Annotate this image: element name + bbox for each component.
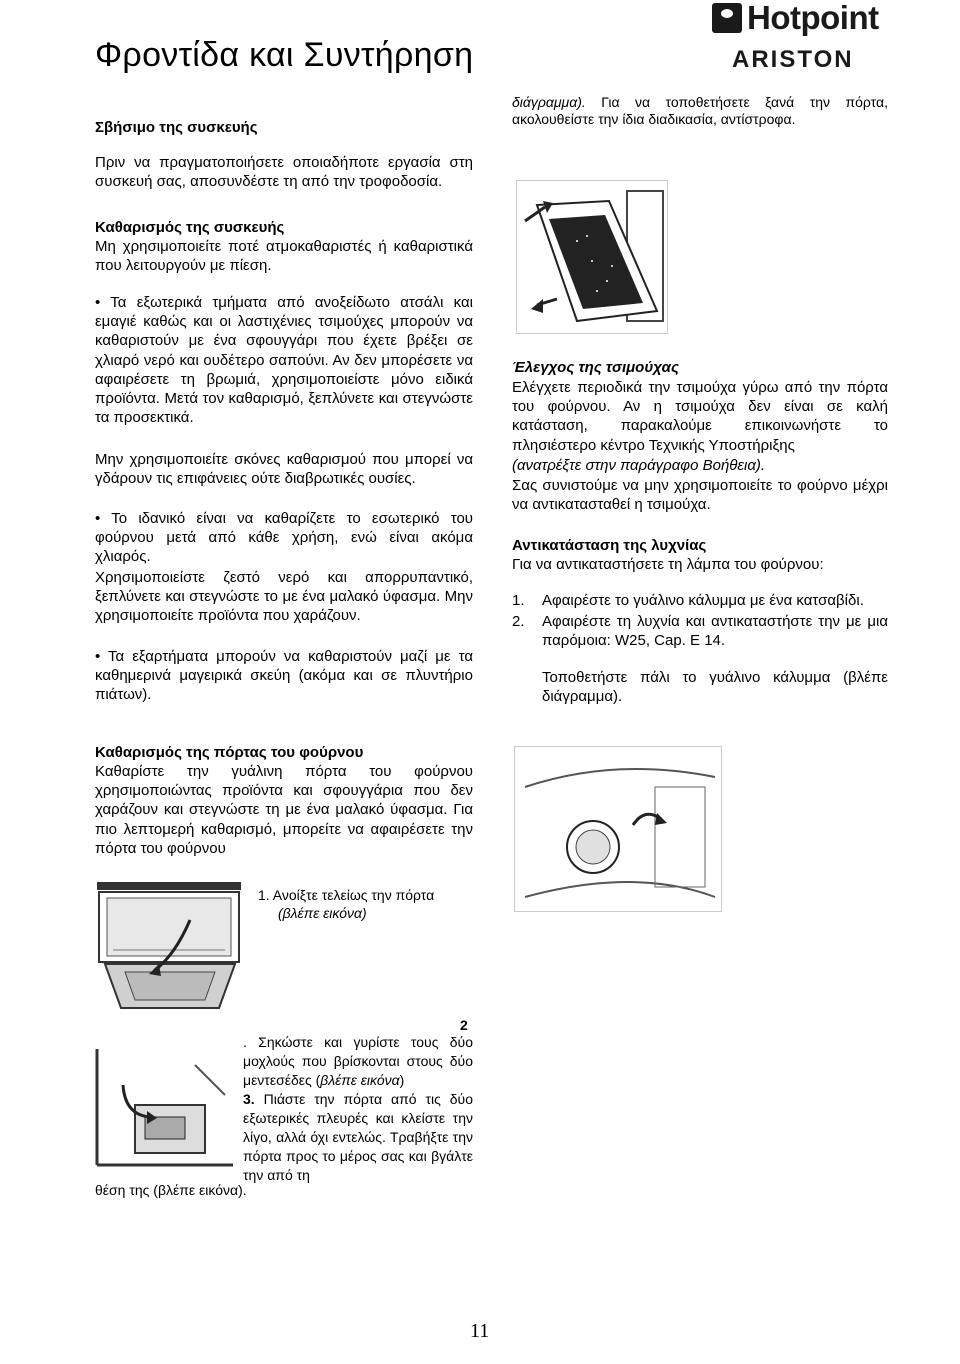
page-title: Φροντίδα και Συντήρηση (95, 36, 474, 74)
lamp-intro: Για να αντικαταστήσετε τη λάμπα του φούρνου: (512, 556, 824, 573)
step-3-text: 3. Πιάστε την πόρτα από τις δύο εξωτερικές πλευρές και κλείστε την λίγο, αλλά όχι εντελώς. Τραβήξτε την πόρτα προς το μέρος σας και βγάλτε την από τη (243, 1091, 473, 1183)
seal-text: Ελέγχετε περιοδικά την τσιμούχα γύρω από την πόρτα του φούρνου. Αν η τσιμούχα δεν είναι σε καλή κατάσταση, παρακαλούμε επικοινωνήστε το πλησιέστερο κέντρο Τεχνικής Υποστήριξης (512, 379, 888, 454)
step-2-number: 2 (460, 1017, 468, 1033)
bullet-accessories: • Τα εξαρτήματα μπορούν να καθαριστούν μαζί με τα καθημερινά μαγειρικά σκεύη (ακόμα και σε πλυντήριο πιάτων). (95, 648, 473, 704)
brand-logo (712, 0, 902, 76)
figure-remove-door (516, 180, 668, 334)
shutdown-heading: Σβήσιμο της συσκευής (95, 119, 258, 136)
cleaning-heading: Καθαρισμός της συσκευής (95, 219, 285, 236)
lamp-steps (512, 591, 888, 651)
door-removal-illustration (517, 181, 667, 333)
shutdown-text: Πριν να πραγματοποιήσετε οποιαδήποτε εργασία στη συσκευή σας, αποσυνδέστε τη από την τροφοδοσία. (95, 154, 473, 191)
page-number: 11 (470, 1320, 490, 1342)
lamp-step: 1. Αφαιρέστε το γυάλινο κάλυμμα με ένα κατσαβίδι. (512, 592, 864, 609)
figure-open-door (95, 880, 243, 1012)
seal-heading: Έλεγχος της τσιμούχας (512, 359, 679, 376)
step-3-tail: θέση της (βλέπε εικόνα). (95, 1182, 247, 1198)
bullet-interior: • Το ιδανικό είναι να καθαρίζετε το εσωτερικό του φούρνου μετά από κάθε χρήση, ενώ είναι ακόμα χλιαρός. (95, 510, 473, 566)
bullet-interior-detail: Χρησιμοποιείστε ζεστό νερό και απορρυπαντικό, ξεπλύνετε και στεγνώστε το με ένα μαλακό ύφασμα. Μην χρησιμοποιείτε προϊόντα που χαράζουν. (95, 569, 473, 625)
brand-sub: ARISTON (732, 46, 854, 73)
figure-caption-see-image: (βλέπε εικόνα) (278, 905, 367, 921)
lamp-heading: Αντικατάσταση της λυχνίας (512, 537, 707, 554)
door-text: Καθαρίστε την γυάλινη πόρτα του φούρνου χρησιμοποιώντας προϊόντα και σφουγγάρια που δεν χαράζουν και στεγνώστε τη με ένα μαλακό ύφασμα. Για πιο λεπτομερή καθαρισμό, μπορείτε να αφαιρέσετε την πόρτα του φούρνου (95, 763, 473, 857)
reinstall-door-text: διάγραμμα). Για να τοποθετήσετε ξανά την πόρτα, ακολουθείστε την ίδια διαδικασία, αντίστροφα. (512, 94, 888, 127)
bullet-exterior-warning: Μην χρησιμοποιείτε σκόνες καθαρισμού που μπορεί να γδάρουν τις επιφάνειες ούτε διαβρωτικές ουσίες. (95, 451, 473, 488)
seal-recommendation: Σας συνιστούμε να μην χρησιμοποιείτε το φούρνο μέχρι να αντικατασταθεί η τσιμούχα. (512, 477, 888, 514)
figure-lamp (514, 746, 722, 912)
step-2-text: . Σηκώστε και γυρίστε τους δύο μοχλούς που βρίσκονται στους δύο μεντεσέδες (βλέπε εικόνα) (243, 1034, 473, 1088)
oven-door-open-illustration (95, 880, 243, 1012)
figure-hinge-lever (95, 1045, 235, 1170)
seal-help-ref: (ανατρέξτε στην παράγραφο Βοήθεια). (512, 457, 766, 474)
oven-lamp-illustration (515, 747, 721, 911)
bullet-exterior: • Τα εξωτερικά τμήματα από ανοξείδωτο ατσάλι και εμαγιέ καθώς και οι λαστιχένιες τσιμούχες μπορούν να καθαριστούν με ένα σφουγγάρι που έχετε βρέξει σε χλιαρό νερό και ουδέτερο σαπούνι. Αν δεν μπορέσετε να αφαιρέσετε τη βρωμιά, χρησιμοποιείστε μόνο ειδικά προϊόντα. Μετά τον καθαρισμό, ξεπλύνετε και στεγνώστε τα προσεκτικά. (95, 294, 473, 427)
lamp-step-list (512, 591, 888, 651)
door-heading: Καθαρισμός της πόρτας του φούρνου (95, 744, 364, 761)
hotpoint-logo-icon (712, 3, 742, 33)
cleaning-text: Μη χρησιμοποιείτε ποτέ ατμοκαθαριστές ή καθαριστικά που λειτουργούν με πίεση. (95, 238, 473, 275)
hinge-lever-illustration (95, 1045, 235, 1170)
figure-caption-open-door: 1. Ανοίξτε τελείως την πόρτα (258, 887, 435, 903)
lamp-step-3: Τοποθετήστε πάλι το γυάλινο κάλυμμα (βλέπε διάγραμμα). (542, 669, 888, 706)
lamp-step: 2. Αφαιρέστε τη λυχνία και αντικαταστήστε την με μια παρόμοια: W25, Cap. E 14. (512, 613, 888, 650)
brand-name: Hotpoint (747, 0, 879, 36)
